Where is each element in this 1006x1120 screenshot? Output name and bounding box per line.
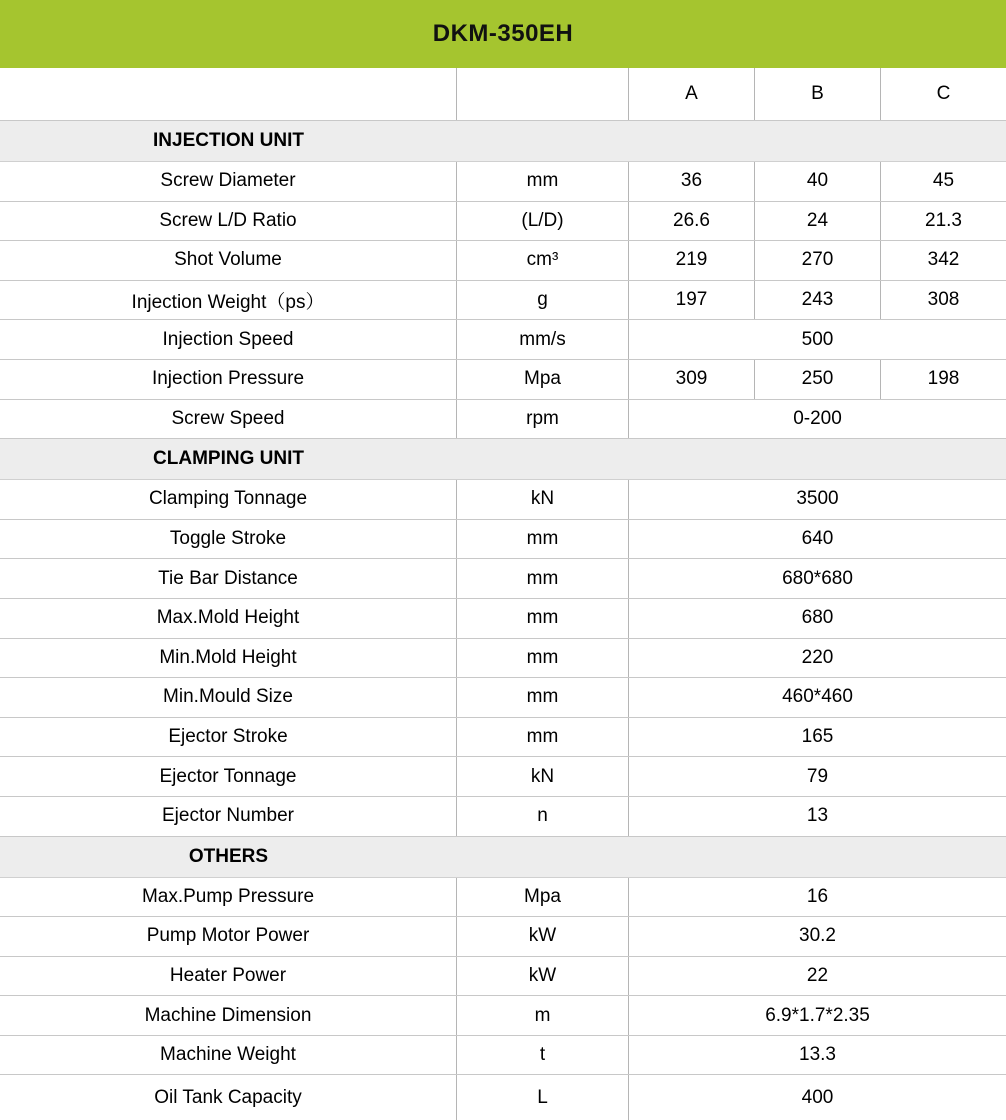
spec-value-span: 680 bbox=[801, 607, 834, 629]
table-row-min-mold-height bbox=[0, 639, 1006, 679]
spec-value-span: 640 bbox=[801, 528, 834, 550]
spec-value-b: 24 bbox=[755, 202, 881, 241]
spec-label: Ejector Number bbox=[0, 797, 457, 836]
spec-value-span: 30.2 bbox=[799, 925, 836, 947]
spec-value-c: 21.3 bbox=[925, 209, 962, 231]
spec-unit: kW bbox=[457, 957, 629, 996]
table-row-injection-pressure bbox=[0, 360, 1006, 400]
spec-label: Min.Mould Size bbox=[0, 678, 457, 717]
spec-value-a: 197 bbox=[629, 281, 755, 320]
spec-value-a: 26.6 bbox=[629, 202, 755, 241]
spec-unit: m bbox=[457, 996, 629, 1035]
spec-unit: mm bbox=[457, 718, 629, 757]
section-title: CLAMPING UNIT bbox=[153, 448, 304, 470]
spec-value-span: 16 bbox=[806, 885, 829, 907]
page-title: DKM-350EH bbox=[432, 20, 574, 47]
section-header-clamping-unit bbox=[0, 439, 1006, 480]
spec-unit: mm bbox=[457, 559, 629, 598]
spec-unit: mm bbox=[457, 162, 629, 201]
spec-label: Injection Weight（ps） bbox=[0, 281, 457, 320]
spec-unit: cm³ bbox=[457, 241, 629, 280]
spec-value-b: 40 bbox=[755, 162, 881, 201]
spec-unit: mm bbox=[457, 639, 629, 678]
header-col-c: C bbox=[936, 83, 951, 104]
spec-unit: rpm bbox=[457, 400, 629, 439]
table-row-screw-ld-ratio bbox=[0, 202, 1006, 242]
spec-label: Injection Pressure bbox=[0, 360, 457, 399]
table-row-shot-volume bbox=[0, 241, 1006, 281]
header-col-b: B bbox=[755, 68, 881, 120]
spec-unit: kN bbox=[457, 480, 629, 519]
spec-label: Shot Volume bbox=[0, 241, 457, 280]
spec-value-c: 308 bbox=[927, 289, 960, 311]
spec-value-span: 500 bbox=[801, 328, 834, 350]
table-row-screw-speed bbox=[0, 400, 1006, 440]
spec-label: Min.Mold Height bbox=[0, 639, 457, 678]
spec-value-a: 219 bbox=[629, 241, 755, 280]
spec-value-span: 460*460 bbox=[782, 686, 853, 708]
spec-unit: L bbox=[457, 1075, 629, 1120]
spec-unit: Mpa bbox=[457, 878, 629, 917]
spec-value-span: 400 bbox=[801, 1086, 834, 1108]
spec-value-a: 36 bbox=[629, 162, 755, 201]
table-row-machine-dimension bbox=[0, 996, 1006, 1036]
spec-label: Screw L/D Ratio bbox=[0, 202, 457, 241]
spec-label: Injection Speed bbox=[0, 320, 457, 359]
spec-label: Machine Dimension bbox=[0, 996, 457, 1035]
spec-value-span: 3500 bbox=[796, 488, 839, 510]
header-unit-cell bbox=[457, 68, 629, 120]
spec-value-span: 22 bbox=[806, 964, 829, 986]
header-col-a: A bbox=[629, 68, 755, 120]
spec-value-c: 45 bbox=[932, 170, 955, 192]
spec-value-c: 198 bbox=[927, 368, 960, 390]
table-row-machine-weight bbox=[0, 1036, 1006, 1076]
spec-value-b: 270 bbox=[755, 241, 881, 280]
table-row-pump-motor-power bbox=[0, 917, 1006, 957]
table-row-toggle-stroke bbox=[0, 520, 1006, 560]
spec-value-a: 309 bbox=[629, 360, 755, 399]
title-bar bbox=[0, 0, 1006, 68]
spec-value-b: 250 bbox=[755, 360, 881, 399]
spec-label: Ejector Stroke bbox=[0, 718, 457, 757]
spec-value-span: 165 bbox=[801, 726, 834, 748]
table-row-max-mold-height bbox=[0, 599, 1006, 639]
spec-value-span: 0-200 bbox=[793, 407, 842, 429]
spec-value-span: 6.9*1.7*2.35 bbox=[765, 1004, 870, 1026]
table-row-heater-power bbox=[0, 957, 1006, 997]
spec-label: Toggle Stroke bbox=[0, 520, 457, 559]
spec-label: Machine Weight bbox=[0, 1036, 457, 1075]
spec-value-span: 220 bbox=[801, 646, 834, 668]
section-title: OTHERS bbox=[188, 845, 269, 867]
spec-unit: kW bbox=[457, 917, 629, 956]
spec-label: Screw Diameter bbox=[0, 162, 457, 201]
spec-label: Tie Bar Distance bbox=[0, 559, 457, 598]
spec-value-span: 79 bbox=[806, 765, 829, 787]
table-row-injection-weight bbox=[0, 281, 1006, 321]
table-row-ejector-tonnage bbox=[0, 757, 1006, 797]
spec-label: Max.Mold Height bbox=[0, 599, 457, 638]
spec-label: Max.Pump Pressure bbox=[0, 878, 457, 917]
spec-unit: mm bbox=[457, 678, 629, 717]
spec-value-span: 13.3 bbox=[799, 1044, 836, 1066]
spec-label: Heater Power bbox=[0, 957, 457, 996]
table-row-tie-bar-distance bbox=[0, 559, 1006, 599]
table-row-injection-speed bbox=[0, 320, 1006, 360]
spec-unit: kN bbox=[457, 757, 629, 796]
table-row-max-pump-pressure bbox=[0, 878, 1006, 918]
table-row-oil-tank-capacity bbox=[0, 1075, 1006, 1120]
spec-unit: (L/D) bbox=[457, 202, 629, 241]
section-header-injection-unit bbox=[0, 121, 1006, 162]
spec-unit: Mpa bbox=[457, 360, 629, 399]
header-label-cell bbox=[0, 68, 457, 120]
spec-label: Pump Motor Power bbox=[0, 917, 457, 956]
column-header-row bbox=[0, 68, 1006, 121]
spec-value-span: 13 bbox=[806, 805, 829, 827]
spec-value-c: 342 bbox=[927, 249, 960, 271]
table-row-ejector-stroke bbox=[0, 718, 1006, 758]
table-row-clamping-tonnage bbox=[0, 480, 1006, 520]
spec-unit: t bbox=[457, 1036, 629, 1075]
table-row-ejector-number bbox=[0, 797, 1006, 837]
section-header-others bbox=[0, 837, 1006, 878]
spec-label: Oil Tank Capacity bbox=[0, 1075, 457, 1120]
spec-unit: n bbox=[457, 797, 629, 836]
spec-value-span: 680*680 bbox=[782, 567, 853, 589]
section-title: INJECTION UNIT bbox=[153, 130, 304, 151]
spec-value-b: 243 bbox=[755, 281, 881, 320]
spec-label: Clamping Tonnage bbox=[0, 480, 457, 519]
table-row-screw-diameter bbox=[0, 162, 1006, 202]
spec-label: Ejector Tonnage bbox=[0, 757, 457, 796]
table-row-min-mould-size bbox=[0, 678, 1006, 718]
spec-unit: mm bbox=[457, 520, 629, 559]
spec-unit: mm bbox=[457, 599, 629, 638]
spec-unit: g bbox=[457, 281, 629, 320]
spec-label: Screw Speed bbox=[0, 400, 457, 439]
spec-unit: mm/s bbox=[457, 320, 629, 359]
